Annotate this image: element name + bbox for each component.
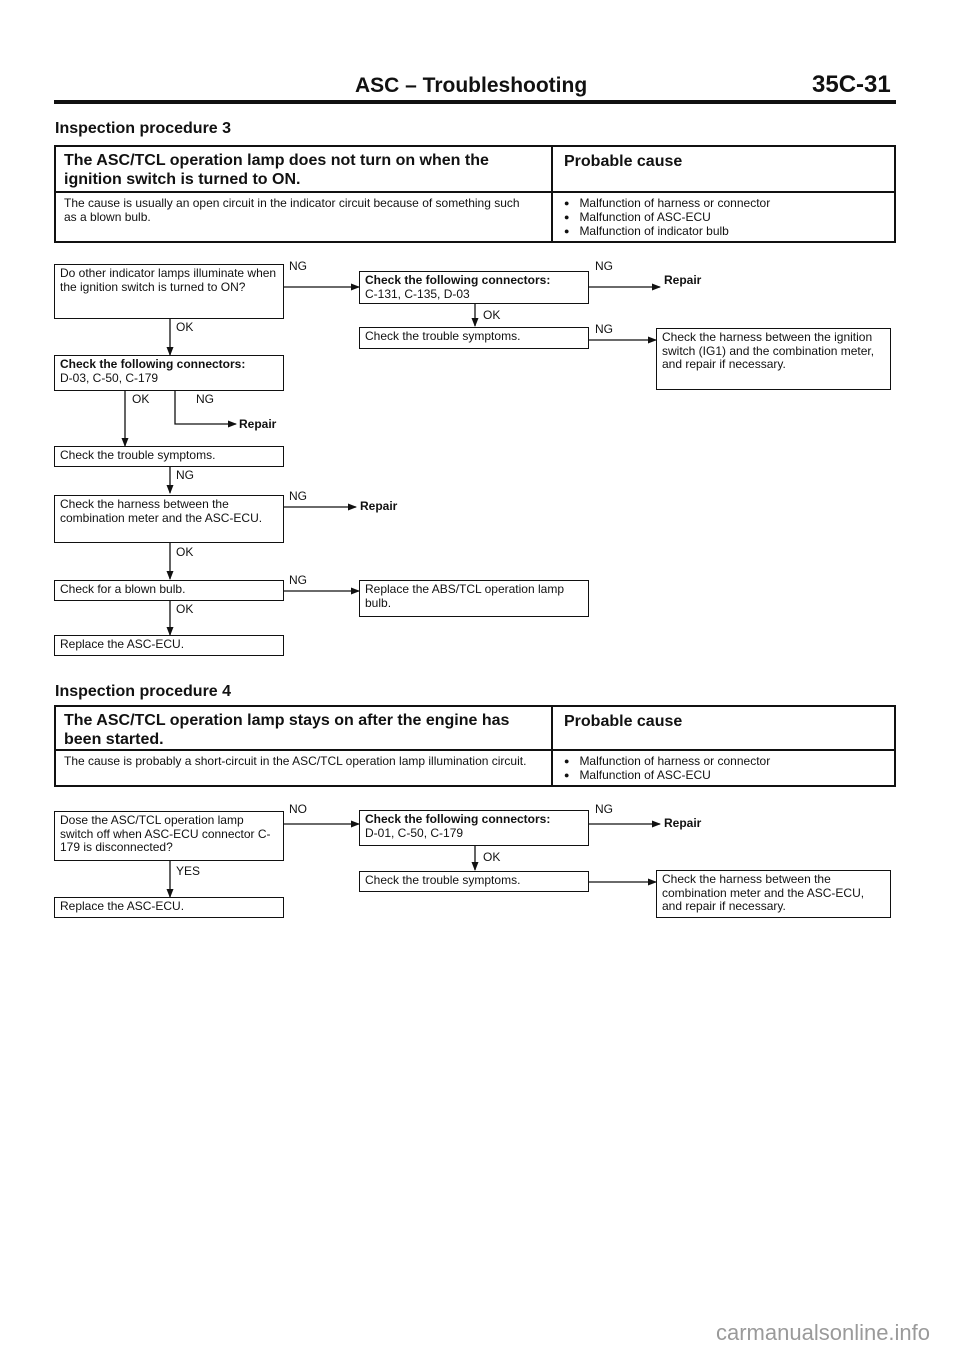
ng-label: NG [595,802,613,816]
flow-check-connectors-1-title: Check the following connectors: [365,273,551,287]
symptom-description: The cause is probably a short-circuit in the ASC/TCL operation lamp illumination circuit. [64,754,527,768]
probable-cause-header: Probable cause [564,153,683,170]
flow-check-connectors-1 [359,271,589,304]
ok-label: OK [176,545,194,559]
flow-check-connectors-3 [359,810,589,846]
yes-label: YES [176,864,201,878]
ok-label: OK [176,320,194,334]
repair-label: Repair [239,417,277,431]
ok-label: OK [132,392,150,406]
procedure-3-heading: Inspection procedure 3 [55,120,232,137]
cause-item: ● Malfunction of harness or connector [564,754,770,768]
ng-label: NG [176,468,194,482]
ng-label: NG [196,392,214,406]
flow-question-other-lamps: Do other indicator lamps illuminate when the ignition switch is turned to ON? [54,264,284,319]
flow-question-lamp-switch-off: Dose the ASC/TCL operation lamp switch off when ASC-ECU connector C-179 is disconnected? [54,811,284,861]
flow-check-connectors-2-list: D-03, C-50, C-179 [60,370,159,385]
flow-replace-asc-ecu-1: Replace the ASC-ECU. [54,635,284,656]
ng-label: NG [595,259,613,273]
cause-item: ● Malfunction of indicator bulb [564,224,770,238]
flow-replace-lamp-bulb: Replace the ABS/TCL operation lamp bulb. [359,580,589,617]
no-label: NO [289,802,307,816]
flow-check-connectors-3-list: D-01, C-50, C-179 [365,825,464,840]
flow-check-connectors-2 [54,355,284,391]
flow-check-blown-bulb: Check for a blown bulb. [54,580,284,601]
ok-label: OK [176,602,194,616]
symptom-header: The ASC/TCL operation lamp does not turn on when the ignition switch is turned to ON. [64,152,489,188]
ok-label: OK [483,850,501,864]
flow-check-harness-meter-ecu-2: Check the harness between the combination meter and the ASC-ECU, and repair if necessary. [656,870,891,918]
table-row-divider [56,749,894,751]
flow-check-trouble-symptoms-1: Check the trouble symptoms. [359,327,589,349]
probable-cause-header: Probable cause [564,713,683,730]
flow-check-trouble-symptoms-3: Check the trouble symptoms. [359,871,589,892]
ng-label: NG [289,489,307,503]
ng-label: NG [289,259,307,273]
repair-label: Repair [360,499,398,513]
cause-item: ● Malfunction of harness or connector [564,196,770,210]
flow-check-harness-ig1: Check the harness between the ignition switch (IG1) and the combination meter, and repair if necessary. [656,328,891,390]
cause-item: ● Malfunction of ASC-ECU [564,768,770,782]
table-column-divider [551,707,553,785]
ng-label: NG [595,322,613,336]
repair-label: Repair [664,816,702,830]
page-title: ASC – Troubleshooting [355,74,588,97]
watermark: carmanualsonline.info [716,1320,931,1345]
flow-check-trouble-symptoms-2: Check the trouble symptoms. [54,446,284,467]
repair-label: Repair [664,273,702,287]
flow-check-connectors-2-title: Check the following connectors: [60,357,246,371]
flow-replace-asc-ecu-2: Replace the ASC-ECU. [54,897,284,918]
flow-check-connectors-1-list: C-131, C-135, D-03 [365,286,470,301]
ok-label: OK [483,308,501,322]
symptom-header: The ASC/TCL operation lamp stays on after the engine has been started. [64,712,510,748]
probable-cause-list [564,754,770,782]
page-number: 35C-31 [812,71,891,98]
flow-check-connectors-3-title: Check the following connectors: [365,812,551,826]
cause-item: ● Malfunction of ASC-ECU [564,210,770,224]
flow-check-harness-meter-ecu: Check the harness between the combination meter and the ASC-ECU. [54,495,284,543]
procedure-4-heading: Inspection procedure 4 [55,683,232,700]
ng-label: NG [289,573,307,587]
procedure-4-table [54,705,896,787]
symptom-description: The cause is usually an open circuit in the indicator circuit because of something such as a blown bulb. [64,196,520,224]
